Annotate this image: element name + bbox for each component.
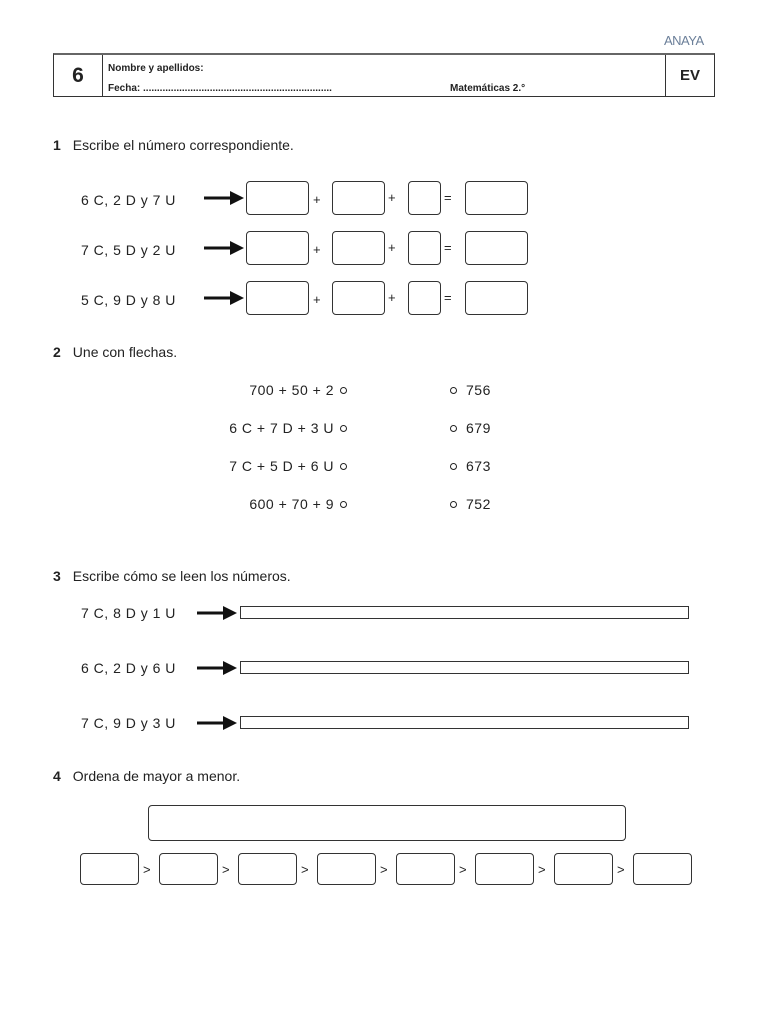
question-4-title bbox=[53, 768, 240, 784]
question-number: 1 bbox=[53, 137, 61, 153]
greater-than-sign: > bbox=[380, 862, 388, 877]
greater-than-sign: > bbox=[301, 862, 309, 877]
question-1-title bbox=[53, 137, 294, 153]
expression-label: 700 + 50 + 2 bbox=[249, 382, 334, 398]
plus-sign: + bbox=[313, 292, 321, 307]
plus-sign: + bbox=[388, 240, 396, 255]
number-label: 673 bbox=[466, 458, 491, 474]
greater-than-sign: > bbox=[459, 862, 467, 877]
hundreds-answer-box[interactable] bbox=[246, 281, 309, 315]
decomposition-label: 6 C, 2 D y 7 U bbox=[81, 192, 176, 208]
order-answer-box[interactable] bbox=[80, 853, 139, 885]
units-answer-box[interactable] bbox=[408, 231, 441, 265]
expression-label: 7 C + 5 D + 6 U bbox=[229, 458, 334, 474]
question-text: Ordena de mayor a menor. bbox=[72, 768, 241, 784]
decomposition-label: 7 C, 5 D y 2 U bbox=[81, 242, 176, 258]
tens-answer-box[interactable] bbox=[332, 281, 385, 315]
question-3-title bbox=[53, 568, 291, 584]
greater-than-sign: > bbox=[222, 862, 230, 877]
units-answer-box[interactable] bbox=[408, 181, 441, 215]
written-answer-line[interactable] bbox=[240, 606, 689, 619]
left-connection-dot[interactable] bbox=[340, 501, 347, 508]
number-label: 756 bbox=[466, 382, 491, 398]
question-number: 4 bbox=[53, 768, 61, 784]
left-connection-dot[interactable] bbox=[340, 463, 347, 470]
arrow-icon bbox=[197, 606, 237, 620]
plus-sign: + bbox=[313, 242, 321, 257]
greater-than-sign: > bbox=[617, 862, 625, 877]
left-connection-dot[interactable] bbox=[340, 387, 347, 394]
subject-label: Matemáticas 2.° bbox=[450, 83, 526, 94]
question-2-title bbox=[53, 344, 177, 360]
right-connection-dot[interactable] bbox=[450, 463, 457, 470]
number-label: 752 bbox=[466, 496, 491, 512]
right-connection-dot[interactable] bbox=[450, 501, 457, 508]
left-connection-dot[interactable] bbox=[340, 425, 347, 432]
greater-than-sign: > bbox=[538, 862, 546, 877]
written-answer-line[interactable] bbox=[240, 661, 689, 674]
evaluation-code: EV bbox=[665, 55, 714, 96]
order-answer-box[interactable] bbox=[475, 853, 534, 885]
numbers-box[interactable] bbox=[148, 805, 626, 841]
tens-answer-box[interactable] bbox=[332, 181, 385, 215]
equals-sign: = bbox=[444, 290, 452, 305]
equals-sign: = bbox=[444, 190, 452, 205]
order-answer-box[interactable] bbox=[159, 853, 218, 885]
tens-answer-box[interactable] bbox=[332, 231, 385, 265]
right-connection-dot[interactable] bbox=[450, 387, 457, 394]
order-answer-box[interactable] bbox=[238, 853, 297, 885]
unit-number: 6 bbox=[54, 55, 103, 96]
publisher-logo: ANAYA bbox=[664, 33, 704, 48]
order-answer-box[interactable] bbox=[396, 853, 455, 885]
worksheet-header bbox=[53, 53, 715, 97]
decomposition-label: 7 C, 9 D y 3 U bbox=[81, 715, 176, 731]
hundreds-answer-box[interactable] bbox=[246, 231, 309, 265]
expression-label: 600 + 70 + 9 bbox=[249, 496, 334, 512]
written-answer-line[interactable] bbox=[240, 716, 689, 729]
decomposition-label: 6 C, 2 D y 6 U bbox=[81, 660, 176, 676]
arrow-icon bbox=[197, 661, 237, 675]
result-answer-box[interactable] bbox=[465, 231, 528, 265]
plus-sign: + bbox=[388, 290, 396, 305]
arrow-icon bbox=[204, 241, 244, 255]
plus-sign: + bbox=[313, 192, 321, 207]
question-number: 3 bbox=[53, 568, 61, 584]
arrow-icon bbox=[197, 716, 237, 730]
hundreds-answer-box[interactable] bbox=[246, 181, 309, 215]
result-answer-box[interactable] bbox=[465, 281, 528, 315]
question-text: Une con flechas. bbox=[72, 344, 178, 360]
order-answer-box[interactable] bbox=[554, 853, 613, 885]
name-label: Nombre y apellidos: bbox=[108, 63, 204, 74]
order-answer-box[interactable] bbox=[633, 853, 692, 885]
question-text: Escribe el número correspondiente. bbox=[72, 137, 294, 153]
units-answer-box[interactable] bbox=[408, 281, 441, 315]
greater-than-sign: > bbox=[143, 862, 151, 877]
right-connection-dot[interactable] bbox=[450, 425, 457, 432]
decomposition-label: 7 C, 8 D y 1 U bbox=[81, 605, 176, 621]
result-answer-box[interactable] bbox=[465, 181, 528, 215]
date-label: Fecha: .................................................................... bbox=[108, 83, 332, 94]
plus-sign: + bbox=[388, 190, 396, 205]
question-text: Escribe cómo se leen los números. bbox=[72, 568, 291, 584]
expression-label: 6 C + 7 D + 3 U bbox=[229, 420, 334, 436]
order-answer-box[interactable] bbox=[317, 853, 376, 885]
arrow-icon bbox=[204, 191, 244, 205]
equals-sign: = bbox=[444, 240, 452, 255]
decomposition-label: 5 C, 9 D y 8 U bbox=[81, 292, 176, 308]
arrow-icon bbox=[204, 291, 244, 305]
number-label: 679 bbox=[466, 420, 491, 436]
question-number: 2 bbox=[53, 344, 61, 360]
